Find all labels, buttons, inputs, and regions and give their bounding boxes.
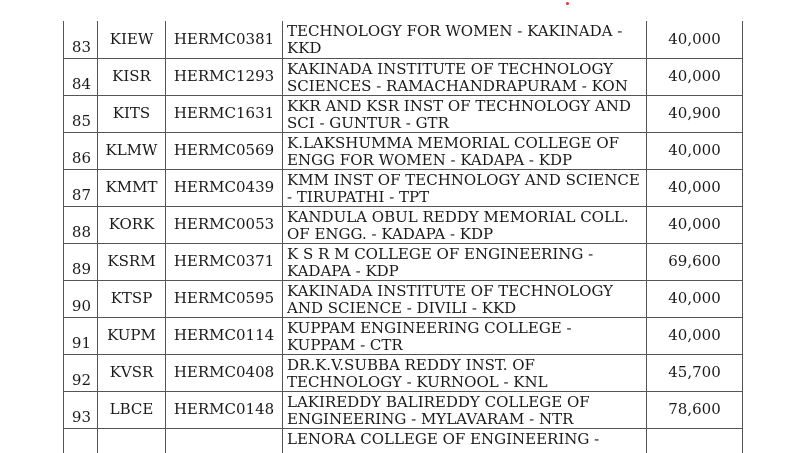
- college-name-line: LENORA COLLEGE OF ENGINEERING -: [287, 429, 600, 448]
- serial-number: 84: [64, 58, 98, 95]
- college-name: [283, 95, 647, 132]
- college-name: [283, 206, 647, 243]
- college-code: KORK: [98, 206, 166, 243]
- college-name-line: KKR AND KSR INST OF TECHNOLOGY AND: [287, 96, 631, 115]
- table-row: [64, 391, 743, 428]
- college-name-line: ENGG FOR WOMEN - KADAPA - KDP: [287, 150, 573, 169]
- college-name: [283, 280, 647, 317]
- college-name-line: SCI - GUNTUR - GTR: [287, 113, 449, 132]
- college-name-line: LAKIREDDY BALIREDDY COLLEGE OF: [287, 392, 590, 411]
- college-name: [283, 132, 647, 169]
- fee-amount: [647, 428, 743, 453]
- institute-code: HERMC0381: [166, 21, 283, 58]
- college-name-line: KAKINADA INSTITUTE OF TECHNOLOGY: [287, 59, 614, 78]
- table-row: [64, 58, 743, 95]
- serial-number: 87: [64, 169, 98, 206]
- serial-number: 93: [64, 391, 98, 428]
- college-name: [283, 21, 647, 58]
- fee-table-region: [63, 10, 745, 453]
- college-name: [283, 169, 647, 206]
- college-code: KSRM: [98, 243, 166, 280]
- college-name-line: KKD: [287, 39, 322, 57]
- fee-amount: 40,000: [647, 132, 743, 169]
- institute-code: HERMC0595: [166, 280, 283, 317]
- institute-code: [166, 428, 283, 453]
- serial-number: 85: [64, 95, 98, 132]
- college-name-line: - TIRUPATHI - TPT: [287, 187, 430, 206]
- college-code: KTSP: [98, 280, 166, 317]
- college-name: [283, 317, 647, 354]
- college-name-line: K.LAKSHUMMA MEMORIAL COLLEGE OF: [287, 133, 620, 152]
- institute-code: HERMC0053: [166, 206, 283, 243]
- serial-number: 83: [64, 21, 98, 58]
- college-name: [283, 243, 647, 280]
- college-name-line: OF ENGG. - KADAPA - KDP: [287, 224, 494, 243]
- college-code: KUPM: [98, 317, 166, 354]
- college-name-line: DR.K.V.SUBBA REDDY INST. OF: [287, 355, 535, 374]
- table-row: [64, 280, 743, 317]
- fee-amount: 45,700: [647, 354, 743, 391]
- fee-amount: 40,000: [647, 58, 743, 95]
- college-name-line: KANDULA OBUL REDDY MEMORIAL COLL.: [287, 207, 629, 226]
- red-mark: [566, 2, 569, 5]
- fee-amount: 40,000: [647, 169, 743, 206]
- college-code: KIEW: [98, 21, 166, 58]
- college-name-line: KADAPA - KDP: [287, 261, 399, 280]
- institute-code: HERMC0569: [166, 132, 283, 169]
- college-name-line: SCIENCES - RAMACHANDRAPURAM - KON: [287, 76, 628, 95]
- serial-number: 86: [64, 132, 98, 169]
- institute-code: HERMC0371: [166, 243, 283, 280]
- fee-table-body: [64, 21, 743, 453]
- college-code: KISR: [98, 58, 166, 95]
- college-name: [283, 428, 647, 453]
- institute-code: HERMC0408: [166, 354, 283, 391]
- college-code: KMMT: [98, 169, 166, 206]
- serial-number: 89: [64, 243, 98, 280]
- fee-amount: 40,000: [647, 280, 743, 317]
- fee-amount: 40,000: [647, 317, 743, 354]
- institute-code: HERMC1631: [166, 95, 283, 132]
- fee-amount: 40,000: [647, 206, 743, 243]
- table-row: [64, 132, 743, 169]
- college-name-line: KUPPAM ENGINEERING COLLEGE -: [287, 318, 572, 337]
- institute-code: HERMC0114: [166, 317, 283, 354]
- serial-number: 88: [64, 206, 98, 243]
- college-code: [98, 428, 166, 453]
- institute-code: HERMC1293: [166, 58, 283, 95]
- table-row: [64, 243, 743, 280]
- table-row: [64, 95, 743, 132]
- college-name-line: KMM INST OF TECHNOLOGY AND SCIENCE: [287, 170, 640, 189]
- fee-amount: 40,900: [647, 95, 743, 132]
- table-row: [64, 21, 743, 58]
- serial-number: 91: [64, 317, 98, 354]
- college-name: [283, 354, 647, 391]
- table-row: [64, 317, 743, 354]
- institute-code: HERMC0148: [166, 391, 283, 428]
- fee-amount: 69,600: [647, 243, 743, 280]
- table-row: [64, 169, 743, 206]
- serial-number: [64, 428, 98, 453]
- table-row: [64, 354, 743, 391]
- college-name-line: K S R M COLLEGE OF ENGINEERING -: [287, 244, 594, 263]
- fee-amount: 78,600: [647, 391, 743, 428]
- fee-table: [63, 21, 743, 453]
- college-name: [283, 391, 647, 428]
- college-code: LBCE: [98, 391, 166, 428]
- college-name-line: ENGINEERING - MYLAVARAM - NTR: [287, 409, 574, 428]
- college-code: KVSR: [98, 354, 166, 391]
- college-name-line: TECHNOLOGY - KURNOOL - KNL: [287, 372, 548, 391]
- serial-number: 92: [64, 354, 98, 391]
- college-name-line: TECHNOLOGY FOR WOMEN - KAKINADA -: [287, 22, 623, 40]
- college-code: KITS: [98, 95, 166, 132]
- table-row: [64, 206, 743, 243]
- college-code: KLMW: [98, 132, 166, 169]
- institute-code: HERMC0439: [166, 169, 283, 206]
- table-row: [64, 428, 743, 453]
- fee-amount: 40,000: [647, 21, 743, 58]
- college-name-line: AND SCIENCE - DIVILI - KKD: [287, 298, 517, 317]
- college-name-line: KUPPAM - CTR: [287, 335, 403, 354]
- serial-number: 90: [64, 280, 98, 317]
- college-name: [283, 58, 647, 95]
- college-name-line: KAKINADA INSTITUTE OF TECHNOLOGY: [287, 281, 614, 300]
